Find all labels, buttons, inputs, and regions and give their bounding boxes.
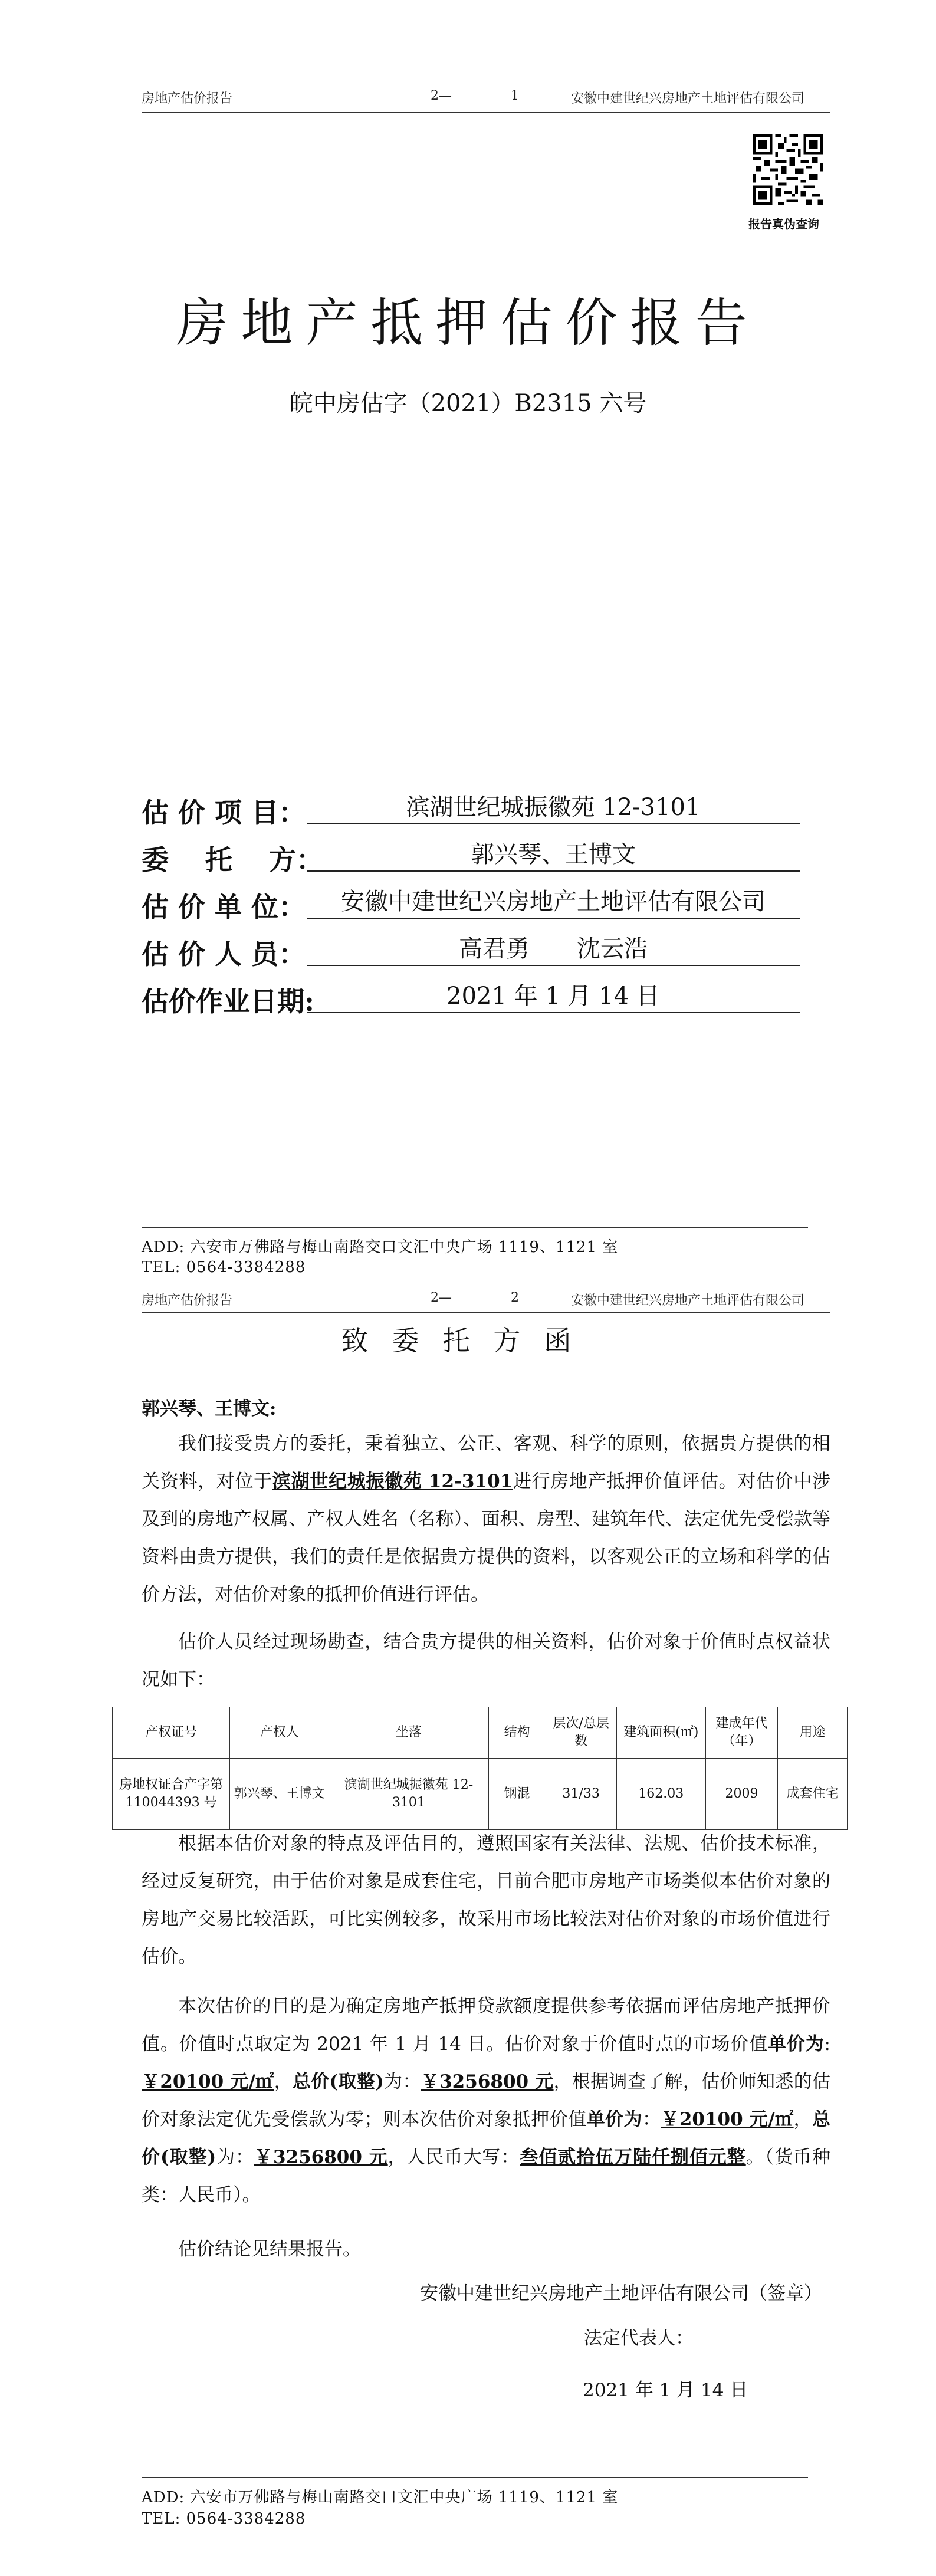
p1-footer-address: ADD: 六安市万佛路与梅山南路交口文汇中央广场 1119、1121 室 [142, 1238, 619, 1256]
qr-code-block[interactable] [748, 134, 823, 231]
p2-header-page-prefix: 2— [431, 1290, 452, 1305]
letter-paragraph-5: 估价结论见结果报告。 [178, 2239, 361, 2260]
letter-paragraph-2: 估价人员经过现场勘查，结合贵方提供的相关资料，估价对象于价值时点权益状况如下： [142, 1631, 830, 1690]
info-value: 高君勇 沈云浩 [307, 933, 800, 966]
table-header-cell: 产权人 [230, 1707, 329, 1759]
p4-wei: 为： [216, 2147, 254, 2168]
p1-text-a: 我们接受贵方的委托，秉着独立、公正、客观、科学的原则，依据贵方提供的相关资料，对位于 [142, 1433, 830, 1492]
p1-header-left: 房地产估价报告 [142, 91, 233, 106]
table-row [113, 1759, 848, 1830]
table-header-cell: 结构 [488, 1707, 546, 1759]
p4-wei: 为： [383, 2071, 421, 2092]
report-title: 房地产抵押估价报告 [176, 293, 760, 353]
table-cell-location: 滨湖世纪城振徽苑 12-3101 [329, 1759, 488, 1830]
p4-comma: ， [793, 2109, 813, 2130]
table-header-cell: 建成年代（年） [705, 1707, 777, 1759]
table-header-cell: 产权证号 [113, 1707, 230, 1759]
table-header-cell: 坐落 [329, 1707, 488, 1759]
info-value: 郭兴琴、王博文 [307, 839, 800, 872]
letter-paragraph-3: 根据本估价对象的特点及评估目的，遵照国家有关法律、法规、估价技术标准，经过反复研究，由于估价对象是成套住宅，目前合肥市房地产市场类似本估价对象的房地产交易比较活跃，可比实例较多，故采用市场比较法对估价对象的市场价值进行估价。 [142, 1833, 830, 1967]
p4-market-total-price: ￥3256800 元 [421, 2071, 554, 2092]
qr-caption: 报告真伪查询 [748, 217, 819, 231]
table-cell-area: 162.03 [616, 1759, 705, 1830]
property-table [112, 1707, 848, 1830]
info-label: 估 价 单 位： [142, 891, 306, 923]
p4-colon: ： [642, 2109, 661, 2130]
p4-text: ，人民币大写： [387, 2147, 520, 2168]
p4-total-price-label: 总价(取整) [292, 2071, 384, 2092]
table-cell-year: 2009 [705, 1759, 777, 1830]
p1-text-c: 进行房地产抵押价值评估。对估价中涉及到的房地产权属、产权人姓名（名称）、面积、房型、建筑年代、法定优先受偿款等资料由贵方提供，我们的责任是依据贵方提供的资料，以客观公正的立场和科学的估价方法，对估价对象的抵押价值进行评估。 [142, 1471, 831, 1605]
info-value: 安徽中建世纪兴房地产土地评估有限公司 [307, 886, 800, 919]
p4-comma: ， [274, 2071, 293, 2092]
p4-mortgage-total-price: ￥3256800 元 [254, 2147, 388, 2168]
p4-amount-in-words: 叁佰贰拾伍万陆仟捌佰元整 [520, 2147, 746, 2168]
table-cell-floor: 31/33 [546, 1759, 616, 1830]
table-cell-owner: 郭兴琴、王博文 [230, 1759, 329, 1830]
p4-text: ，根据调查了解，估价师知悉的估价对象法定优先受偿款为零；则本次估价对象抵押价值 [142, 2071, 831, 2130]
p2-header-page-num: 2 [511, 1290, 519, 1305]
p4-total-price-label: 总价(取整) [142, 2109, 831, 2168]
p4-mortgage-unit-price: ￥20100 元/㎡ [661, 2109, 794, 2130]
p2-footer-address: ADD: 六安市万佛路与梅山南路交口文汇中央广场 1119、1121 室 [142, 2489, 619, 2506]
p4-text: 。（货币种类：人民币）。 [142, 2147, 831, 2206]
p4-colon: : [824, 2033, 830, 2055]
p2-header-left: 房地产估价报告 [142, 1293, 233, 1308]
p4-unit-price-label: 单价为 [768, 2033, 825, 2055]
info-label: 估 价 项 目： [142, 797, 306, 829]
p1-footer-tel: TEL: 0564-3384288 [142, 1259, 306, 1276]
table-header-row [113, 1707, 848, 1759]
p1-header-page-prefix: 2— [431, 88, 452, 103]
p4-unit-price-label: 单价为 [586, 2109, 642, 2130]
table-cell-cert-no: 房地权证合产字第 110044393 号 [113, 1759, 230, 1830]
info-value: 2021 年 1 月 14 日 [307, 980, 800, 1013]
p4-market-unit-price: ￥20100 元/㎡ [142, 2071, 274, 2092]
letter-paragraph-4 [142, 1987, 830, 2214]
table-cell-structure: 钢混 [488, 1759, 546, 1830]
qr-code-icon[interactable] [753, 134, 823, 205]
p1-footer-rule [142, 1227, 808, 1228]
letter-paragraph-1 [142, 1425, 830, 1614]
letter-title: 致委托方函 [341, 1325, 595, 1356]
p4-text: 本次估价的目的是为确定房地产抵押贷款额度提供参考依据而评估房地产抵押价值。价值时点取定为 2021 年 1 月 14 日。估价对象于价值时点的市场价值 [142, 1996, 830, 2055]
info-label: 委 托 方： [142, 844, 324, 876]
table-header-cell: 用途 [778, 1707, 848, 1759]
p1-header-page-num: 1 [511, 88, 519, 103]
p1-property-address: 滨湖世纪城振徽苑 12-3101 [272, 1471, 513, 1492]
p2-footer-rule [142, 2477, 808, 2478]
p2-header-right: 安徽中建世纪兴房地产土地评估有限公司 [571, 1293, 805, 1308]
p1-header-right: 安徽中建世纪兴房地产土地评估有限公司 [571, 91, 805, 106]
info-value: 滨湖世纪城振徽苑 12-3101 [307, 791, 800, 824]
signature-company: 安徽中建世纪兴房地产土地评估有限公司（签章） [420, 2283, 822, 2304]
letter-salutation: 郭兴琴、王博文: [142, 1398, 277, 1420]
signature-legal-rep: 法定代表人： [584, 2328, 694, 2349]
info-label: 估价作业日期: [142, 985, 314, 1017]
table-header-cell: 建筑面积(㎡) [616, 1707, 705, 1759]
table-cell-usage: 成套住宅 [778, 1759, 848, 1830]
p1-header-rule [142, 112, 830, 113]
report-number: 皖中房估字（2021）B2315 六号 [289, 390, 647, 417]
p2-header-rule [142, 1312, 830, 1313]
table-header-cell: 层次/总层数 [546, 1707, 616, 1759]
signature-date: 2021 年 1 月 14 日 [583, 2380, 748, 2401]
info-label: 估 价 人 员： [142, 938, 306, 970]
p2-footer-tel: TEL: 0564-3384288 [142, 2510, 306, 2528]
